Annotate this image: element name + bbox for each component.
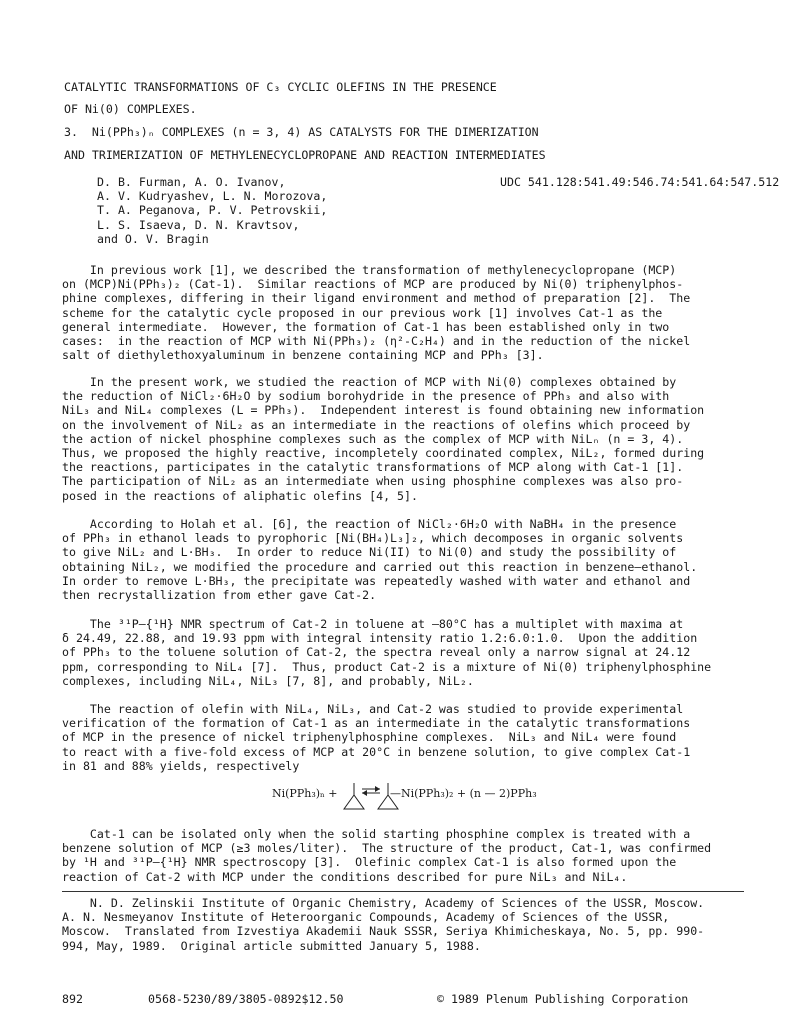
author-line: D. B. Furman, A. O. Ivanov, — [97, 175, 286, 189]
text-line: the action of nickel phosphine complexes such as the complex of MCP with NiLₙ (n = 3, 4). — [62, 431, 684, 446]
text-line: verification of the formation of Cat-1 as an intermediate in the catalytic transformations — [62, 716, 691, 731]
text-line: on (MCP)Ni(PPh₃)₂ (Cat-1). Similar reactions of MCP are produced by Ni(0) triphenylphos- — [62, 277, 684, 292]
equation-left: Ni(PPh₃)ₙ + — [272, 787, 338, 800]
paragraph-2 — [62, 375, 742, 503]
text-line: scheme for the catalytic cycle proposed in our previous work [1] involves Cat-1 as the — [62, 305, 663, 320]
text-line: to react with a five-fold excess of MCP at 20°C in benzene solution, to give complex Cat-1 — [62, 744, 691, 759]
paragraph-6 — [62, 827, 742, 884]
text-line: In order to remove L·BH₃, the precipitate was repeatedly washed with water and ethanol and — [62, 573, 691, 588]
text-line: general intermediate. However, the formation of Cat-1 has been established only in two — [62, 319, 670, 334]
text-line: In the present work, we studied the reaction of MCP with Ni(0) complexes obtained by — [62, 375, 677, 389]
footnote-line: A. N. Nesmeyanov Institute of Heteroorganic Compounds, Academy of Sciences of the USSR, — [62, 910, 670, 925]
text-line: In previous work [1], we described the transformation of methylenecyclopropane (MCP) — [62, 263, 677, 277]
text-line: Cat-1 can be isolated only when the solid starting phosphine complex is treated with a — [62, 827, 691, 841]
text-line: the reduction of NiCl₂·6H₂O by sodium borohydride in the presence of PPh₃ and also with — [62, 389, 670, 404]
text-line: of MCP in the presence of nickel triphenylphosphine complexes. NiL₃ and NiL₄ were found — [62, 730, 677, 745]
text-line: Thus, we proposed the highly reactive, incompletely coordinated complex, NiL₂, formed during — [62, 446, 705, 461]
footnote-line: 994, May, 1989. Original article submitted January 5, 1988. — [62, 938, 481, 953]
author-list — [97, 175, 327, 246]
text-line: The ³¹P—{¹H} NMR spectrum of Cat-2 in toluene at —80°C has a multiplet with maxima at — [62, 617, 684, 631]
author-line: and O. V. Bragin — [97, 231, 209, 246]
page-number: 892 — [62, 992, 83, 1006]
paragraph-1 — [62, 263, 742, 362]
text-line: δ 24.49, 22.88, and 19.93 ppm with integral intensity ratio 1.2:6.0:1.0. Upon the addition — [62, 631, 698, 646]
text-line: The reaction of olefin with NiL₄, NiL₃, and Cat-2 was studied to provide experimental — [62, 702, 684, 716]
footnote-divider — [62, 891, 744, 892]
footnote — [62, 896, 752, 953]
text-line: salt of diethylethoxyaluminum in benzene containing MCP and PPh₃ [3]. — [62, 348, 544, 363]
copyright-notice: © 1989 Plenum Publishing Corporation — [437, 992, 689, 1006]
text-line: obtaining NiL₂, we modified the procedure and carried out this reaction in benzene—ethanol. — [62, 559, 698, 574]
paragraph-3 — [62, 517, 742, 602]
text-line: complexes, including NiL₄, NiL₃ [7, 8], and probably, NiL₂. — [62, 673, 474, 688]
text-line: cases: in the reaction of MCP with Ni(PPh₃)₂ (η²-C₂H₄) and in the reduction of the nickel — [62, 334, 691, 349]
text-line: of PPh₃ to the toluene solution of Cat-2, the spectra reveal only a narrow signal at 24.12 — [62, 645, 691, 660]
paragraph-5 — [62, 702, 742, 773]
footnote-line: N. D. Zelinskii Institute of Organic Chemistry, Academy of Sciences of the USSR, Moscow. — [62, 896, 705, 910]
text-line: by ¹H and ³¹P—{¹H} NMR spectroscopy [3]. Olefinic complex Cat-1 is also formed upon the — [62, 855, 677, 870]
footnote-line: Moscow. Translated from Izvestiya Akademii Nauk SSSR, Seriya Khimicheskaya, No. 5, pp. 990- — [62, 924, 705, 939]
text-line: on the involvement of NiL₂ as an intermediate in the reactions of olefins which proceed by — [62, 417, 691, 432]
title-line-2: OF Ni(0) COMPLEXES. — [64, 102, 197, 116]
paragraph-4 — [62, 617, 742, 688]
text-line: phine complexes, differing in their ligand environment and method of preparation [2]. The — [62, 291, 691, 306]
text-line: to give NiL₂ and L·BH₃. In order to reduce Ni(II) to Ni(0) and study the possibility of — [62, 545, 677, 560]
title-line-4: AND TRIMERIZATION OF METHYLENECYCLOPROPANE AND REACTION INTERMEDIATES — [64, 148, 546, 162]
text-line: posed in the reactions of aliphatic olefins [4, 5]. — [62, 488, 418, 503]
text-line: NiL₃ and NiL₄ complexes (L = PPh₃). Independent interest is found obtaining new information — [62, 403, 705, 418]
text-line: According to Holah et al. [6], the reaction of NiCl₂·6H₂O with NaBH₄ in the presence — [62, 517, 677, 531]
udc-code: UDC 541.128:541.49:546.74:541.64:547.512 — [500, 175, 780, 189]
author-line: A. V. Kudryashev, L. N. Morozova, — [97, 189, 328, 204]
text-line: of PPh₃ in ethanol leads to pyrophoric [Ni(BH₄)L₃]₂, which decomposes in organic solvents — [62, 531, 684, 546]
article-code: 0568-5230/89/3805-0892$12.50 — [148, 992, 344, 1006]
equation-right: —Ni(PPh₃)₂ + (n — 2)PPh₃ — [390, 787, 537, 800]
text-line: the reactions, participates in the catalytic transformations of MCP along with Cat-1 [1]. — [62, 460, 684, 475]
text-line: The participation of NiL₂ as an intermediate when using phosphine complexes was also pro- — [62, 474, 684, 489]
title-line-1: CATALYTIC TRANSFORMATIONS OF C₃ CYCLIC OLEFINS IN THE PRESENCE — [64, 80, 497, 94]
text-line: reaction of Cat-2 with MCP under the conditions described for pure NiL₃ and NiL₄. — [62, 869, 628, 884]
author-line: L. S. Isaeva, D. N. Kravtsov, — [97, 217, 300, 232]
text-line: benzene solution of MCP (≥3 moles/liter). The structure of the product, Cat-1, was confirmed — [62, 841, 712, 856]
author-line: T. A. Peganova, P. V. Petrovskii, — [97, 203, 328, 218]
title-line-3: 3. Ni(PPh₃)ₙ COMPLEXES (n = 3, 4) AS CATALYSTS FOR THE DIMERIZATION — [64, 125, 539, 139]
text-line: then recrystallization from ether gave Cat-2. — [62, 588, 377, 603]
text-line: ppm, corresponding to NiL₄ [7]. Thus, product Cat-2 is a mixture of Ni(0) triphenylphosphine — [62, 659, 712, 674]
text-line: in 81 and 88% yields, respectively — [62, 758, 300, 773]
